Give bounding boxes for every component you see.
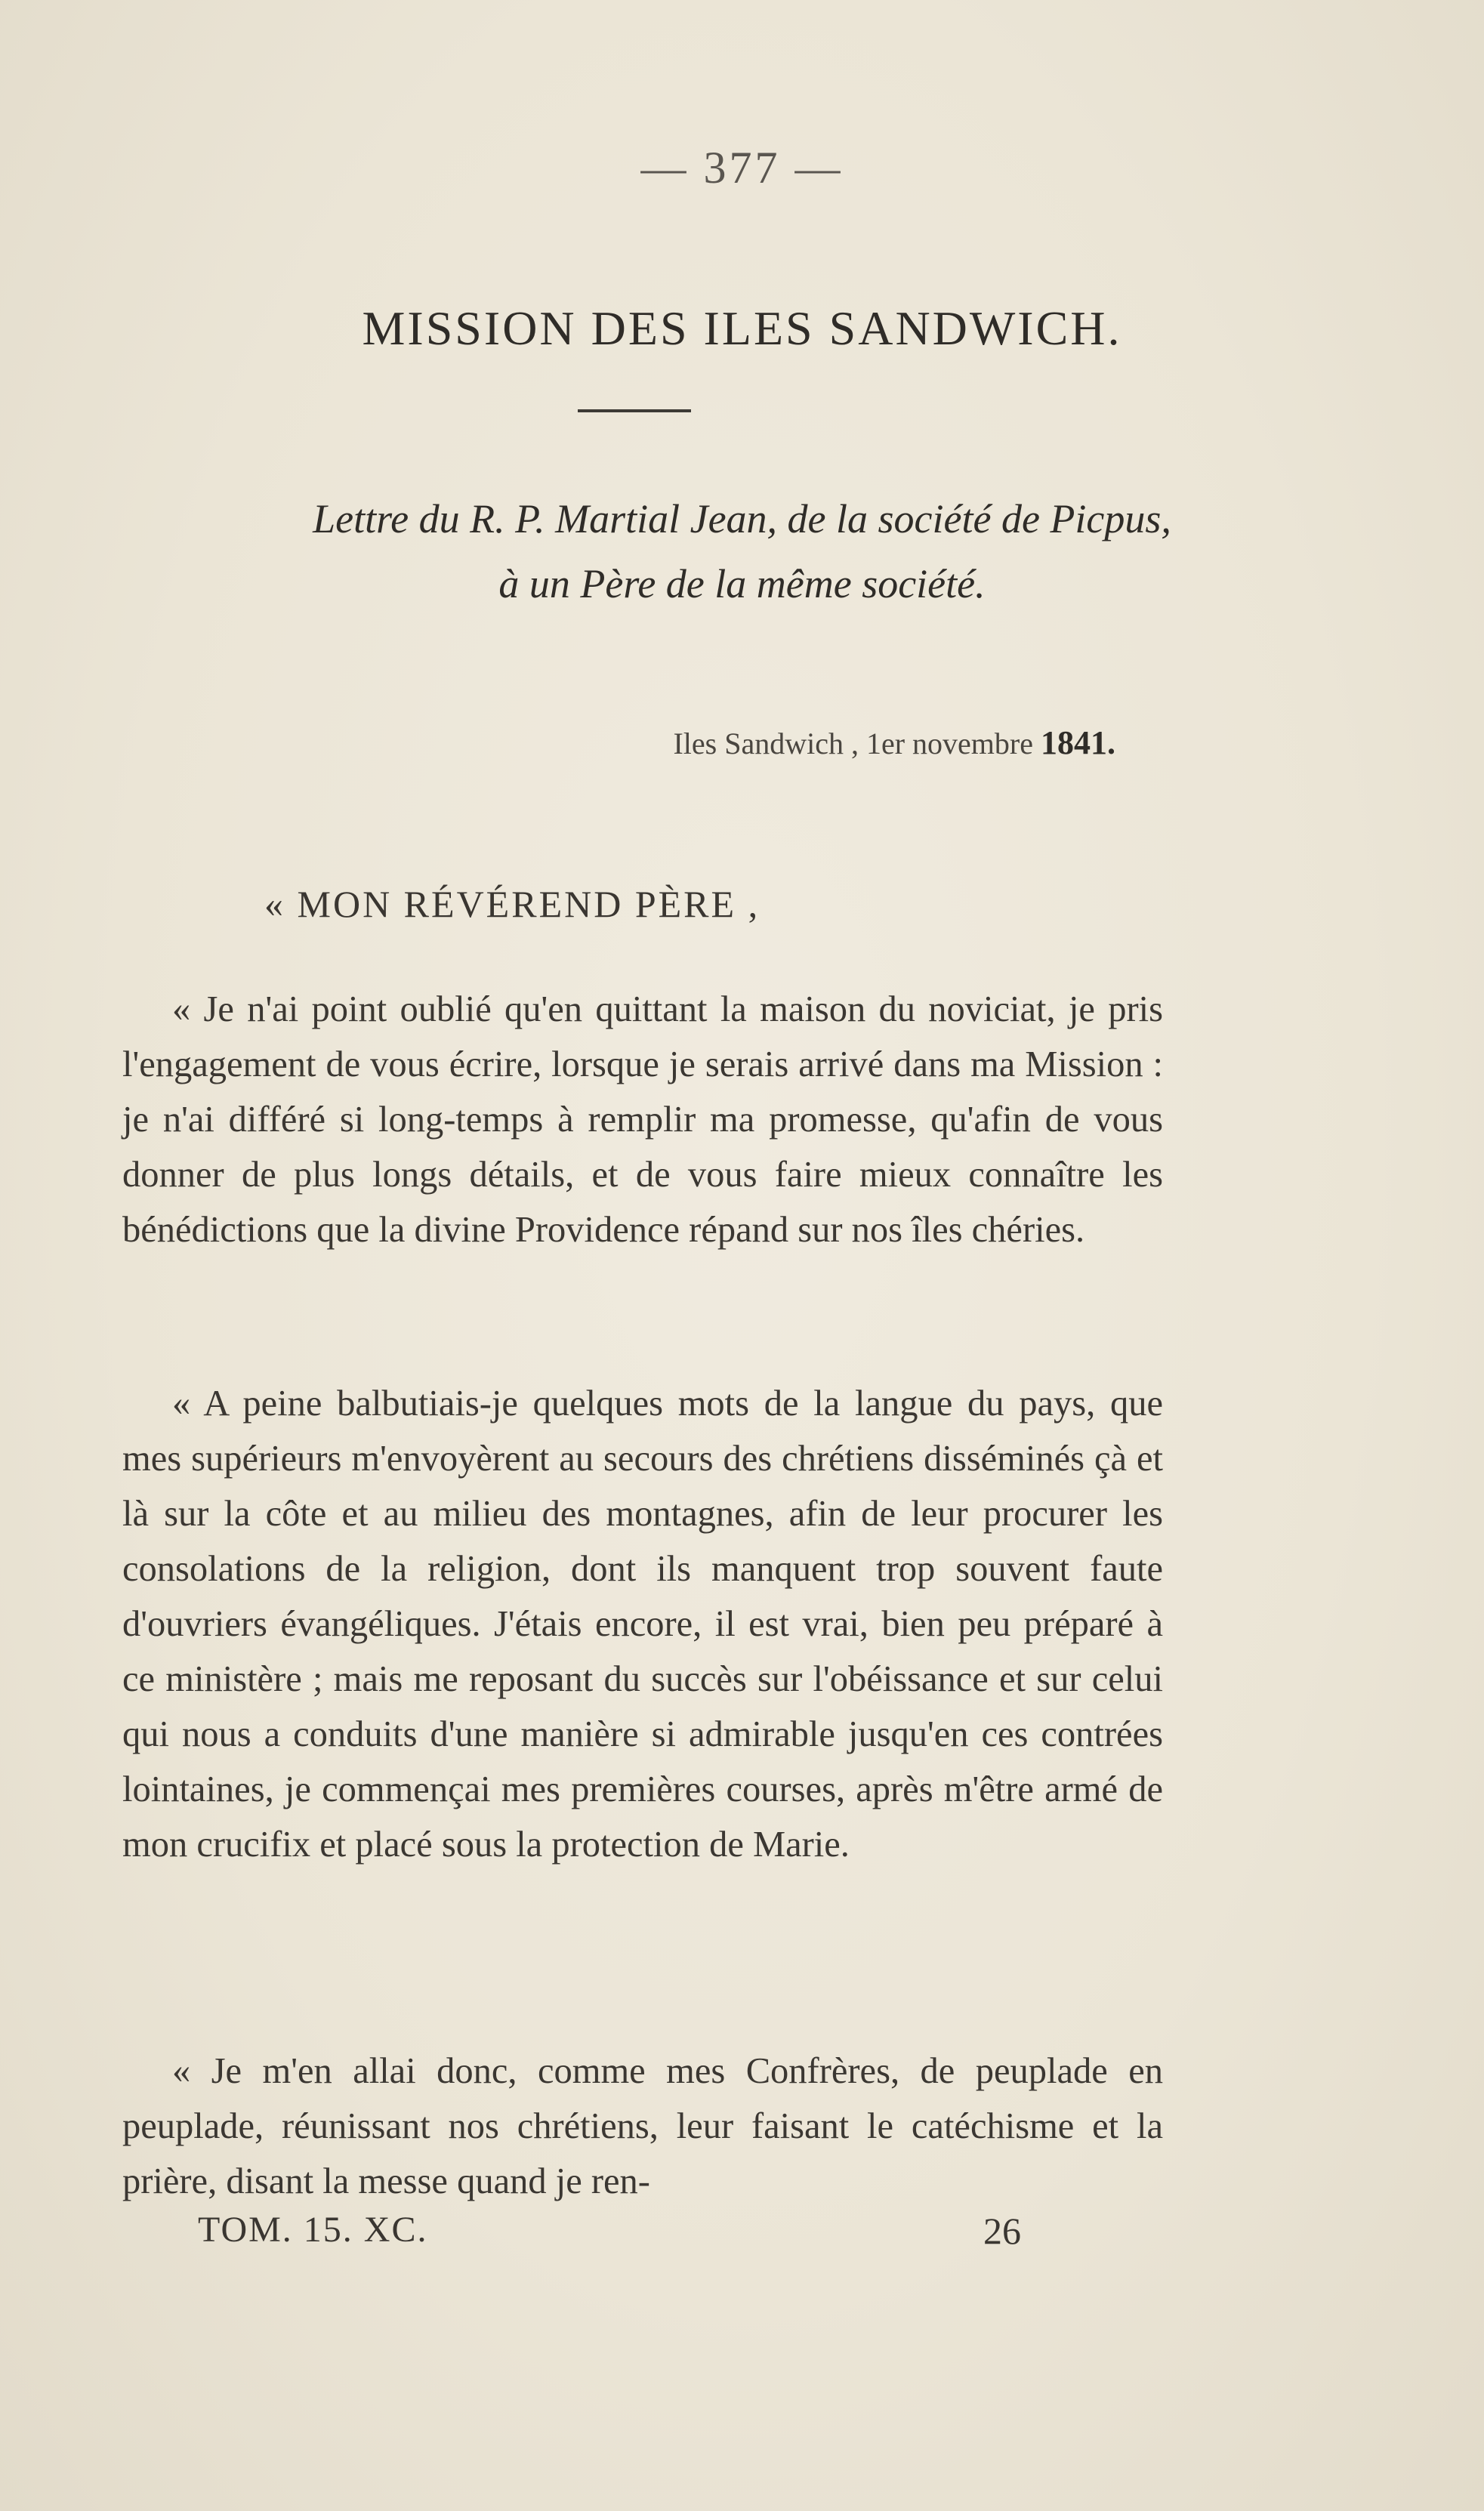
footer-sheet-number: 26: [983, 2210, 1021, 2252]
page-number: — 377 —: [640, 143, 844, 193]
body-paragraph: « Je n'ai point oublié qu'en quittant la maison du noviciat, je pris l'engagement de vous écrire, lorsque je serais arrivé dans ma Mission : je n'ai différé si long-temps à remplir ma promesse, qu'afin de vous donner de plus longs détails, et de vous faire mieux connaître les bénédictions que la divine Providence répand sur nos îles chéries.: [122, 989, 1163, 1250]
body-paragraph: « A peine balbutiais-je quelques mots de la langue du pays, que mes supérieurs m'envoyèrent au secours des chrétiens disséminés çà et là sur la côte et au milieu des montagnes, afin de leur procurer les consolations de la religion, dont ils manquent trop souvent faute d'ouvriers évangéliques. J'étais encore, il est vrai, bien peu préparé à ce ministère ; mais me reposant du succès sur l'obéissance et sur celui qui nous a conduits d'une manière si admirable jusqu'en ces contrées lointaines, je commençai mes premières courses, après m'être armé de mon crucifix et placé sous la protection de Marie.: [122, 1384, 1163, 1865]
body-paragraph-1-block: [122, 982, 1163, 1257]
body-paragraph-3-block: [122, 2044, 1163, 2209]
body-paragraph: « Je m'en allai donc, comme mes Confrères, de peuplade en peuplade, réunissant nos chrétiens, leur faisant le catéchisme et la prière, disant la messe quand je ren-: [122, 2051, 1163, 2201]
footer-volume-signature: TOM. 15. XC.: [198, 2210, 428, 2250]
dateline-year: 1841.: [1041, 724, 1115, 761]
body-paragraph-2-block: [122, 1376, 1163, 1872]
dateline: [673, 723, 1115, 762]
salutation: « MON RÉVÉREND PÈRE ,: [264, 883, 761, 925]
letter-subtitle-line-1: Lettre du R. P. Martial Jean, de la société de Picpus,: [313, 496, 1171, 541]
letter-subtitle-line-2: à un Père de la même société.: [498, 561, 986, 606]
title-rule-divider: [578, 409, 691, 412]
page-title: MISSION DES ILES SANDWICH.: [362, 301, 1122, 355]
dateline-place: Iles Sandwich , 1er novembre: [673, 726, 1033, 760]
